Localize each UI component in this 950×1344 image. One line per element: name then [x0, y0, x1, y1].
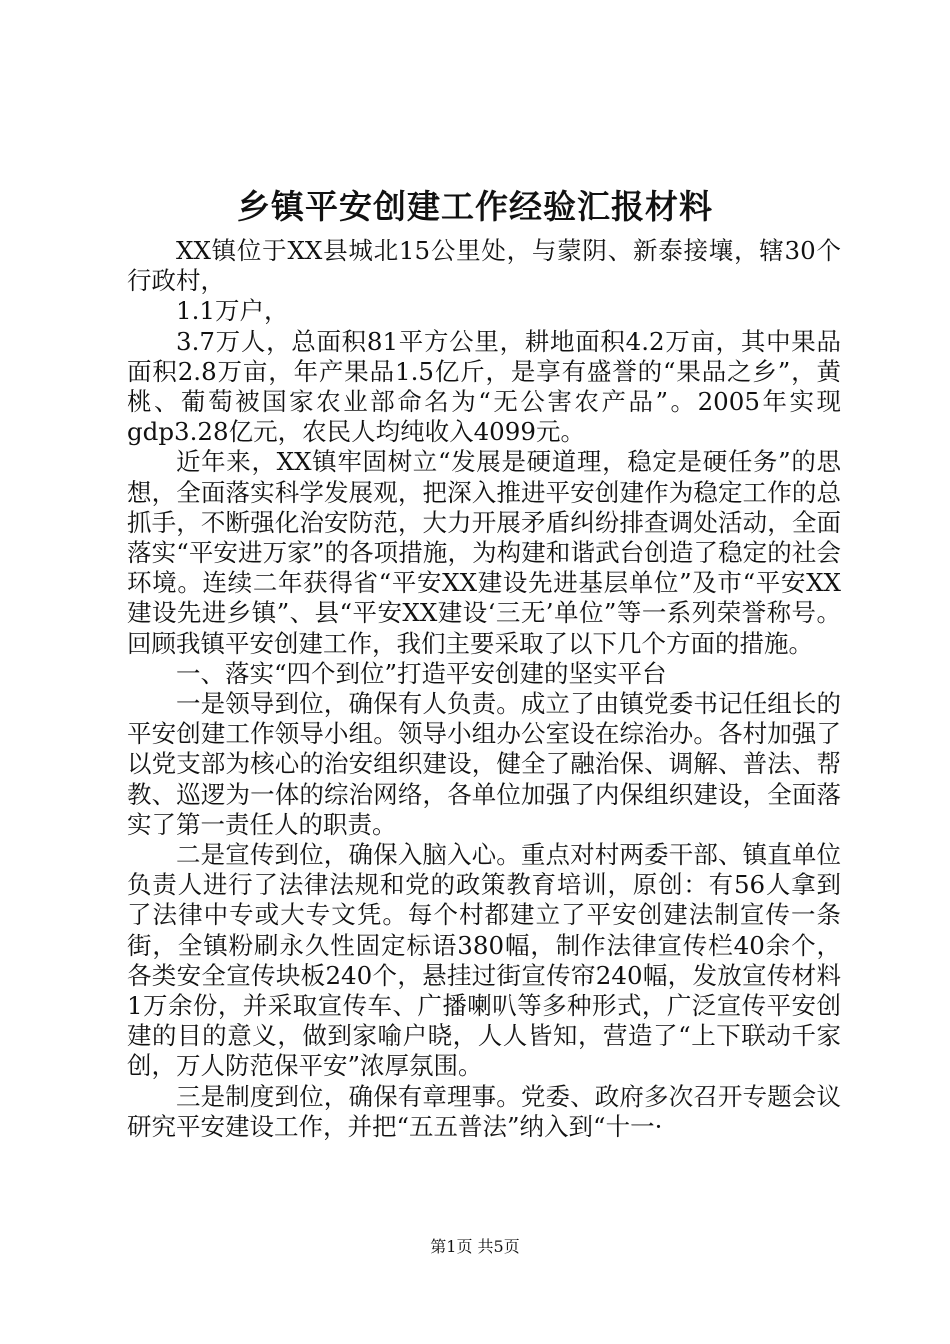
document-title: 乡镇平安创建工作经验汇报材料: [237, 187, 713, 226]
paragraph: 3.7万人，总面积81平方公里，耕地面积4.2万亩，其中果品面积2.8万亩，年产果品1.5亿斤，是享有盛誉的“果品之乡”，黄桃、葡萄被国家农业部命名为“无公害农产品”。2005年实现gdp3.28亿元，农民人均纯收入4099元。: [127, 326, 841, 447]
document-body: [127, 236, 841, 1142]
paragraph: 三是制度到位，确保有章理事。党委、政府多次召开专题会议研究平安建设工作，并把“五五普法”纳入到“十一·: [127, 1081, 841, 1141]
paragraph: XX镇位于XX县城北15公里处，与蒙阴、新泰接壤，辖30个行政村，: [127, 236, 841, 296]
page-footer: 第1页 共5页: [430, 1237, 520, 1256]
paragraph: 二是宣传到位，确保入脑入心。重点对村两委干部、镇直单位负责人进行了法律法规和党的政策教育培训，原创：有56人拿到了法律中专或大专文凭。每个村都建立了平安创建法制宣传一条街，全镇粉刷永久性固定标语380幅，制作法律宣传栏40余个，各类安全宣传块板240个，悬挂过街宣传帘240幅，发放宣传材料1万余份，并采取宣传车、广播喇叭等多种形式，广泛宣传平安创建的目的意义，做到家喻户晓，人人皆知，营造了“上下联动千家创，万人防范保平安”浓厚氛围。: [127, 840, 841, 1081]
paragraph: 1.1万户，: [176, 296, 289, 326]
paragraph: 一是领导到位，确保有人负责。成立了由镇党委书记任组长的平安创建工作领导小组。领导小组办公室设在综治办。各村加强了以党支部为核心的治安组织建设，健全了融治保、调解、普法、帮教、巡逻为一体的综治网络，各单位加强了内保组织建设，全面落实了第一责任人的职责。: [127, 689, 841, 839]
section-heading: 一、落实“四个到位”打造平安创建的坚实平台: [176, 658, 667, 688]
paragraph: 近年来，XX镇牢固树立“发展是硬道理，稳定是硬任务”的思想，全面落实科学发展观，把深入推进平安创建作为稳定工作的总抓手，不断强化治安防范，大力开展矛盾纠纷排查调处活动，全面落实“平安进万家”的各项措施，为构建和谐武台创造了稳定的社会环境。连续二年获得省“平安XX建设先进基层单位”及市“平安XX建设先进乡镇”、县“平安XX建设‘三无’单位”等一系列荣誉称号。回顾我镇平安创建工作，我们主要采取了以下几个方面的措施。: [127, 447, 841, 658]
